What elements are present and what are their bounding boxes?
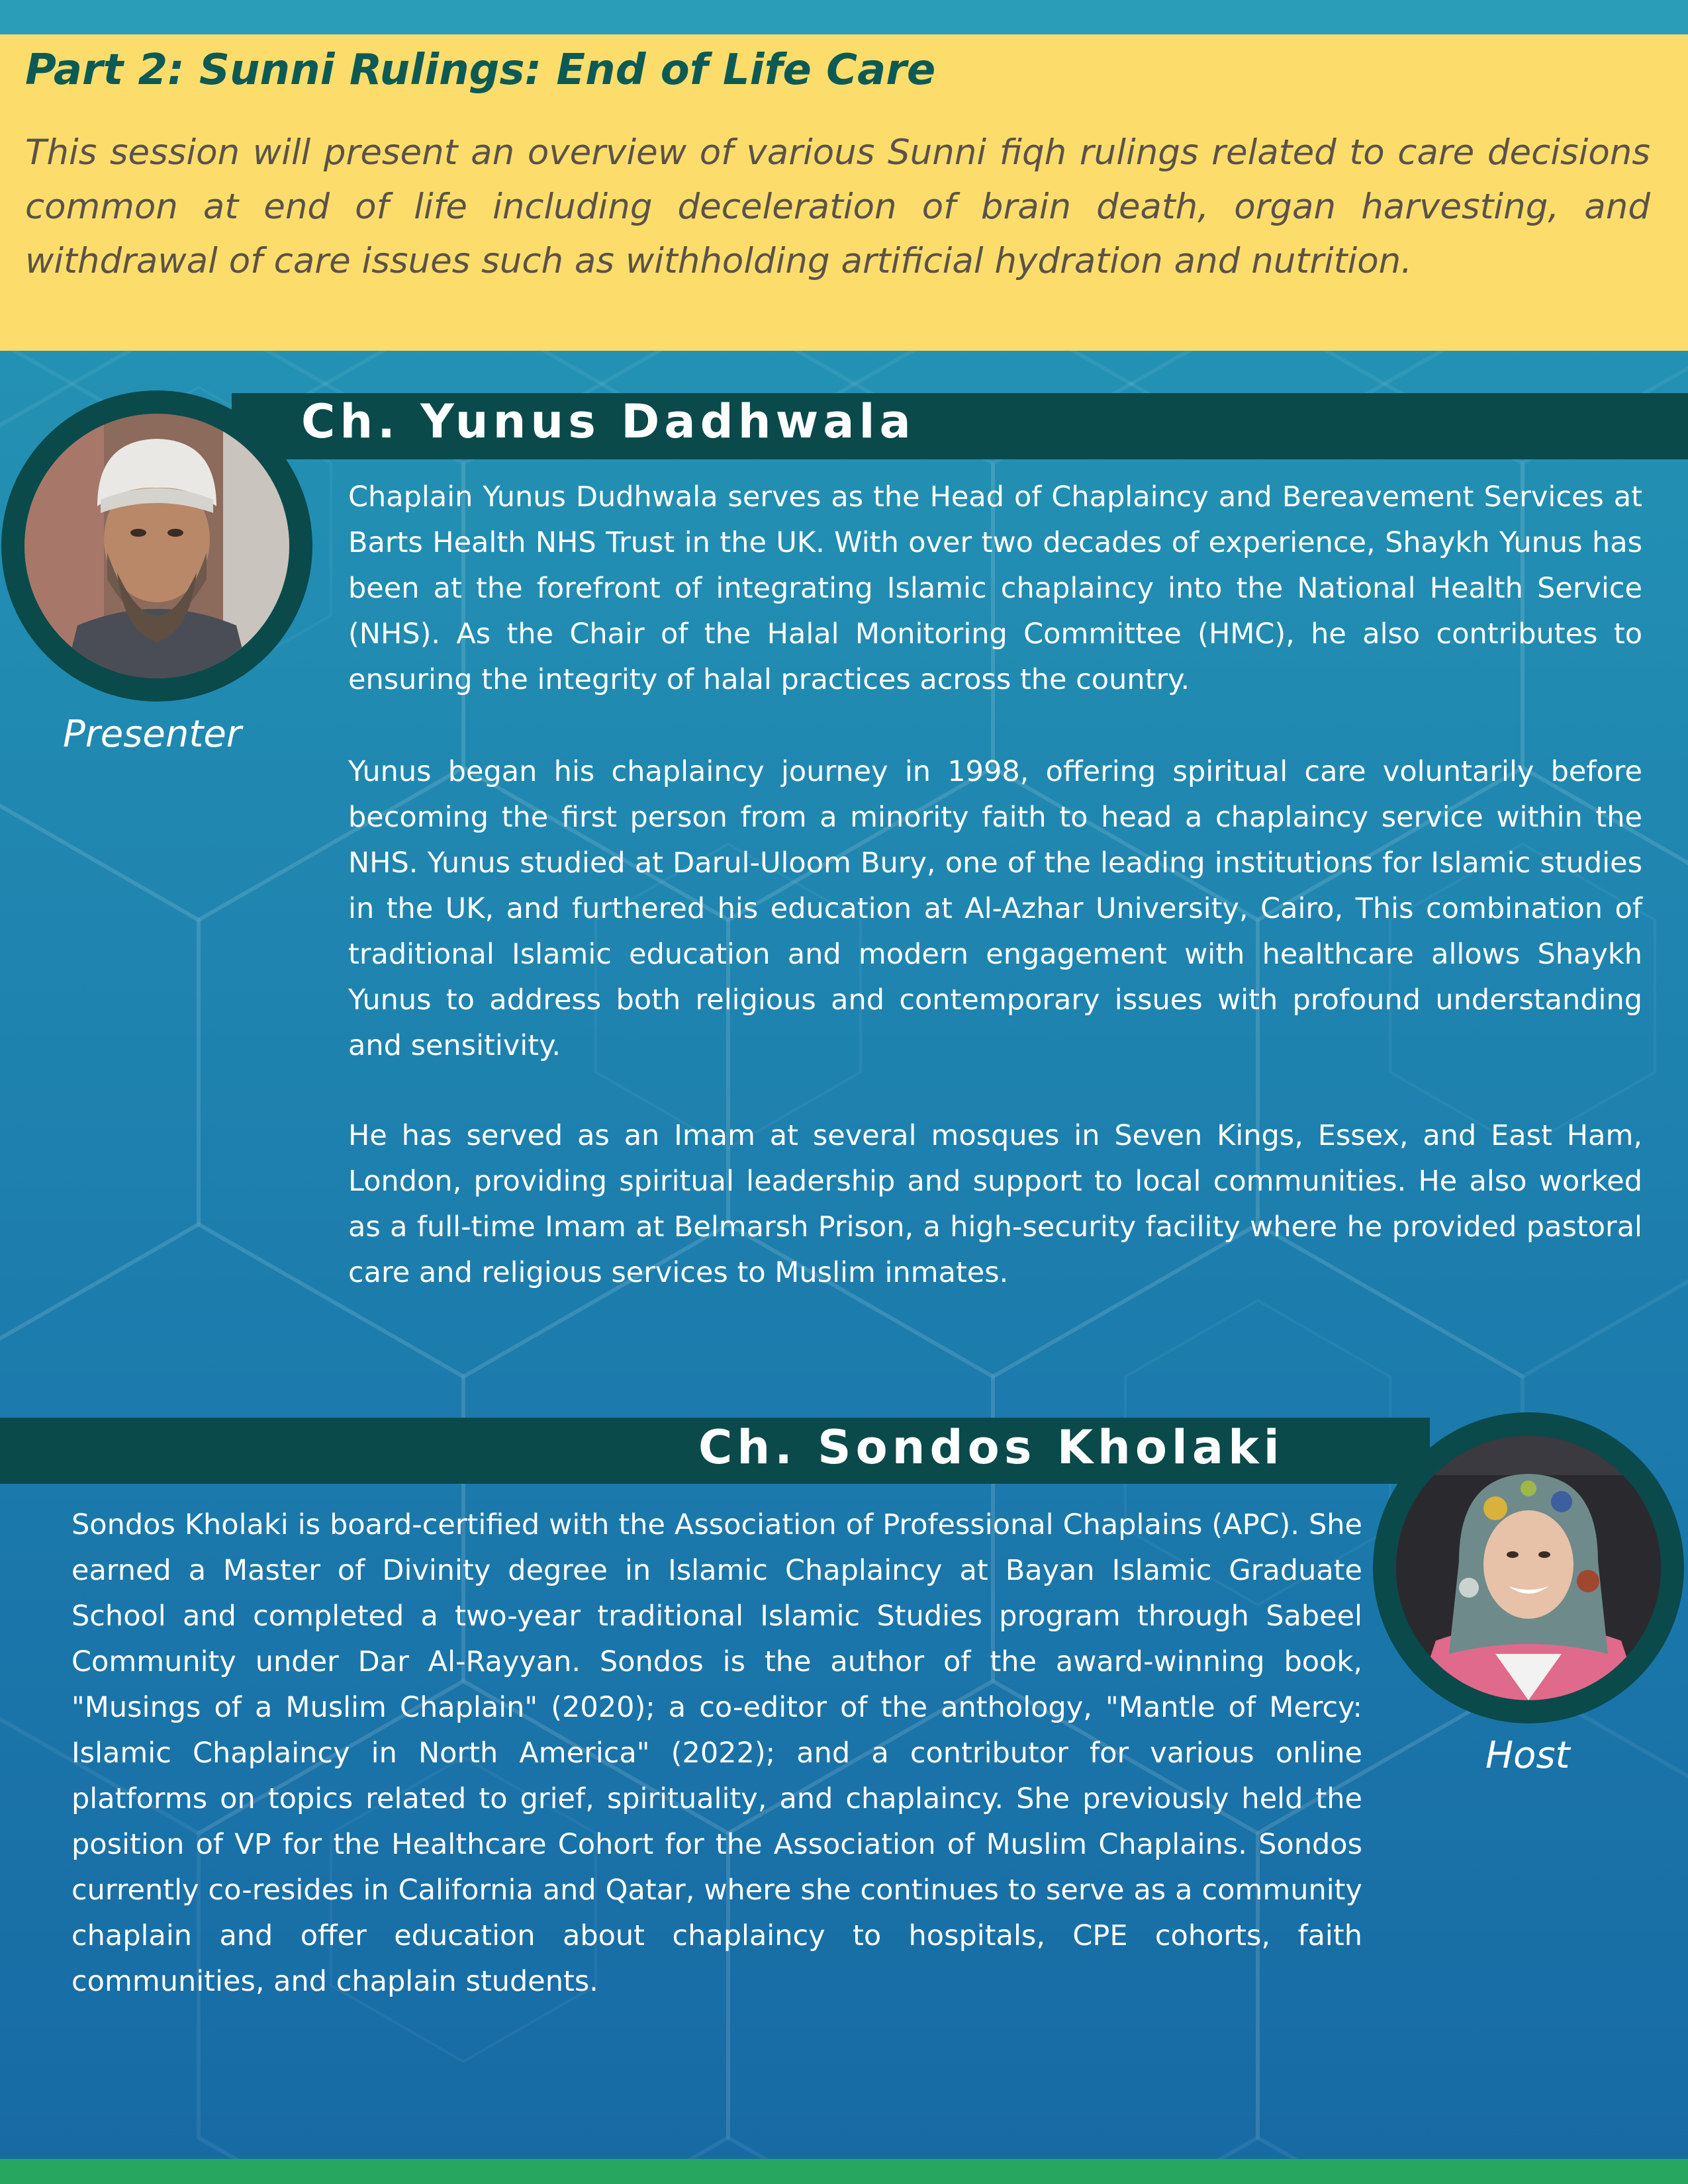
host-bio-paragraph: Sondos Kholaki is board-certified with the Association of Professional Chaplains (APC). She earned a Master of Divinity degree in Islamic Chaplaincy at Bayan Islamic Graduate School and completed a two-year traditional Islamic Studies program through Sabeel Community under Dar Al-Rayyan. Sondos is the author of the award-winning book, "Musings of a Muslim Chaplain" (2020); a co-editor of the anthology, "Mantle of Mercy: Islamic Chaplaincy in North America" (2022); and a contributor for various online platforms on topics related to grief, spirituality, and chaplaincy. She previously held the position of VP for the Healthcare Cohort for the Association of Muslim Chaplains. Sondos currently co-resides in California and Qatar, where she continues to serve as a community chaplain and offer education about chaplaincy to hospitals, CPE cohorts, faith communities, and chaplain students. bbox=[71, 1508, 1362, 1998]
session-title: Part 2: Sunni Rulings: End of Life Care bbox=[25, 46, 936, 95]
session-description: This session will present an overview of various Sunni fiqh rulings related to care decisions common at end of life including deceleration of brain death, organ harvesting, and withdrawal of care issues such as withholding artificial hydration and nutrition. bbox=[25, 132, 1650, 281]
top-strip bbox=[0, 0, 1688, 34]
host-name: Ch. Sondos Kholaki bbox=[698, 1420, 1284, 1475]
presenter-bio-paragraph: Chaplain Yunus Dudhwala serves as the Head of Chaplaincy and Bereavement Services at Barts Health NHS Trust in the UK. With over two decades of experience, Shaykh Yunus has been at the forefront of integrating Islamic chaplaincy into the National Health Service (NHS). As the Chair of the Halal Monitoring Committee (HMC), he also contributes to ensuring the integrity of halal practices across the country. bbox=[348, 480, 1642, 696]
presenter-photo bbox=[24, 414, 289, 678]
presenter-bio-paragraph: He has served as an Imam at several mosques in Seven Kings, Essex, and East Ham, London, providing spiritual leadership and support to local communities. He also worked as a full-time Imam at Belmarsh Prison, a high-security facility where he provided pastoral care and religious services to Muslim inmates. bbox=[348, 1119, 1642, 1289]
presenter-photo-frame bbox=[1, 390, 312, 702]
host-photo bbox=[1396, 1435, 1661, 1700]
host-photo-frame bbox=[1373, 1412, 1684, 1723]
presenter-bio-paragraph: Yunus began his chaplaincy journey in 1998, offering spiritual care voluntarily before becoming the first person from a minority faith to head a chaplaincy service within the NHS. Yunus studied at Darul-Uloom Bury, one of the leading institutions for Islamic studies in the UK, and furthered his education at Al-Azhar University, Cairo, This combination of traditional Islamic education and modern engagement with healthcare allows Shaykh Yunus to address both religious and contemporary issues with profound understanding and sensitivity. bbox=[348, 755, 1642, 1062]
host-portrait-icon bbox=[1396, 1435, 1661, 1700]
presenter-portrait-icon bbox=[24, 414, 289, 678]
footer-strip bbox=[0, 2159, 1688, 2184]
presenter-role-label: Presenter bbox=[63, 713, 242, 756]
presenter-name: Ch. Yunus Dadhwala bbox=[301, 394, 915, 449]
host-role-label: Host bbox=[1485, 1734, 1570, 1777]
